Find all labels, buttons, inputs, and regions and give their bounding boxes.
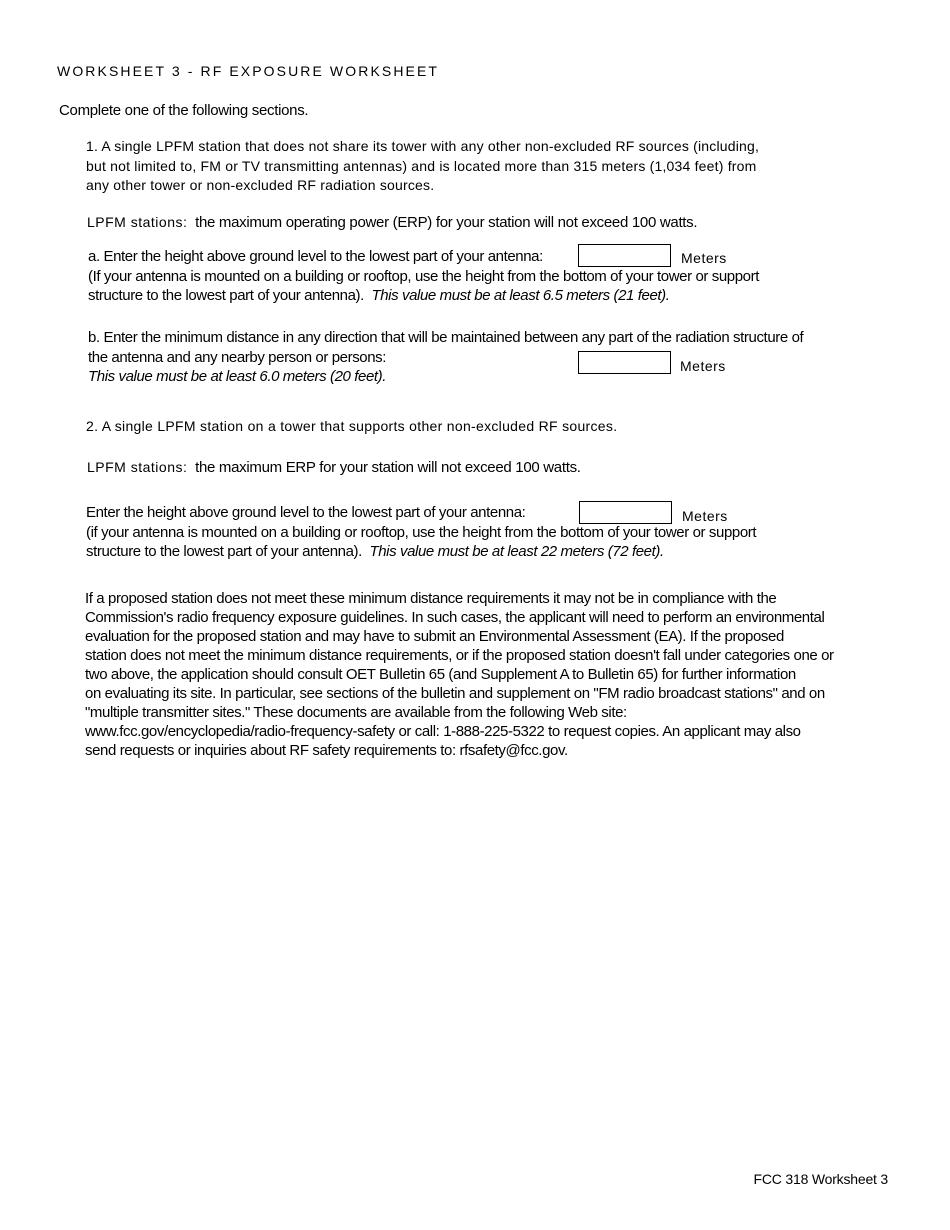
paragraph-line: evaluation for the proposed station and may have to submit an Environmental Assessment (EA). If the proposed xyxy=(85,628,784,645)
lpfm-label: LPFM stations: xyxy=(87,214,188,230)
section-2-lpfm-note xyxy=(87,459,581,476)
question-a-requirement: This value must be at least 6.5 meters (21 feet). xyxy=(371,287,670,304)
section-1-line: 1. A single LPFM station that does not share its tower with any other non-excluded RF sources (including, xyxy=(86,138,760,154)
instruction-text: Complete one of the following sections. xyxy=(59,102,309,119)
paragraph-line: station does not meet the minimum distance requirements, or if the proposed station doesn't fall under categories one or xyxy=(85,647,834,664)
question-2-line: (if your antenna is mounted on a building or rooftop, use the height from the bottom of your tower or support xyxy=(86,523,757,541)
unit-label-meters: Meters xyxy=(680,358,726,374)
antenna-height-input-2[interactable] xyxy=(579,501,672,524)
question-b-line: the antenna and any nearby person or persons: xyxy=(88,348,387,366)
section-1-lpfm-note xyxy=(87,214,697,231)
question-2-text: structure to the lowest part of your antenna). xyxy=(86,543,370,560)
section-2-heading: 2. A single LPFM station on a tower that supports other non-excluded RF sources. xyxy=(86,418,618,434)
lpfm-label: LPFM stations: xyxy=(87,459,188,475)
minimum-distance-input[interactable] xyxy=(578,351,671,374)
compliance-paragraph xyxy=(85,589,834,760)
paragraph-line: on evaluating its site. In particular, see sections of the bulletin and supplement on "FM radio broadcast stations" and on xyxy=(85,685,825,702)
question-a-line: a. Enter the height above ground level to the lowest part of your antenna: xyxy=(88,248,543,265)
antenna-height-input-a[interactable] xyxy=(578,244,671,267)
question-b-line: b. Enter the minimum distance in any direction that will be maintained between any part of the radiation structure of xyxy=(88,329,804,346)
section-1-description xyxy=(86,137,806,196)
paragraph-line: If a proposed station does not meet these minimum distance requirements it may not be in compliance with the xyxy=(85,590,777,607)
section-1-line: but not limited to, FM or TV transmitting antennas) and is located more than 315 meters (1,034 feet) from xyxy=(86,157,757,174)
paragraph-line: send requests or inquiries about RF safety requirements to: rfsafety@fcc.gov. xyxy=(85,742,568,759)
question-2-requirement: This value must be at least 22 meters (72 feet). xyxy=(369,543,664,560)
paragraph-line: Commission's radio frequency exposure guidelines. In such cases, the applicant will need to perform an environmental xyxy=(85,609,825,626)
unit-label-meters: Meters xyxy=(682,508,728,524)
question-b-requirement: This value must be at least 6.0 meters (20 feet). xyxy=(88,368,387,385)
lpfm-note-text: the maximum ERP for your station will not exceed 100 watts. xyxy=(187,459,581,476)
paragraph-line: "multiple transmitter sites." These documents are available from the following Web site: xyxy=(85,704,627,721)
question-2-line: Enter the height above ground level to the lowest part of your antenna: xyxy=(86,504,526,521)
page-footer: FCC 318 Worksheet 3 xyxy=(753,1171,888,1187)
question-2-line xyxy=(86,542,756,562)
section-1-line: any other tower or non-excluded RF radiation sources. xyxy=(86,177,435,193)
question-a-text: structure to the lowest part of your antenna). xyxy=(88,287,372,304)
antenna-height-field-2[interactable] xyxy=(580,502,671,523)
lpfm-note-text: the maximum operating power (ERP) for your station will not exceed 100 watts. xyxy=(187,214,698,231)
question-a-line xyxy=(88,286,759,306)
unit-label-meters: Meters xyxy=(681,250,727,266)
paragraph-line: two above, the application should consult OET Bulletin 65 (and Supplement A to Bulletin 65) for further information xyxy=(85,666,796,683)
question-a-line: (If your antenna is mounted on a building or rooftop, use the height from the bottom of your tower or support xyxy=(88,267,759,285)
paragraph-line: www.fcc.gov/encyclopedia/radio-frequency-safety or call: 1-888-225-5322 to request copies. An applicant may also xyxy=(85,723,801,740)
page-title: WORKSHEET 3 - RF EXPOSURE WORKSHEET xyxy=(57,63,440,79)
antenna-height-field-a[interactable] xyxy=(579,245,670,266)
minimum-distance-field[interactable] xyxy=(579,352,670,373)
